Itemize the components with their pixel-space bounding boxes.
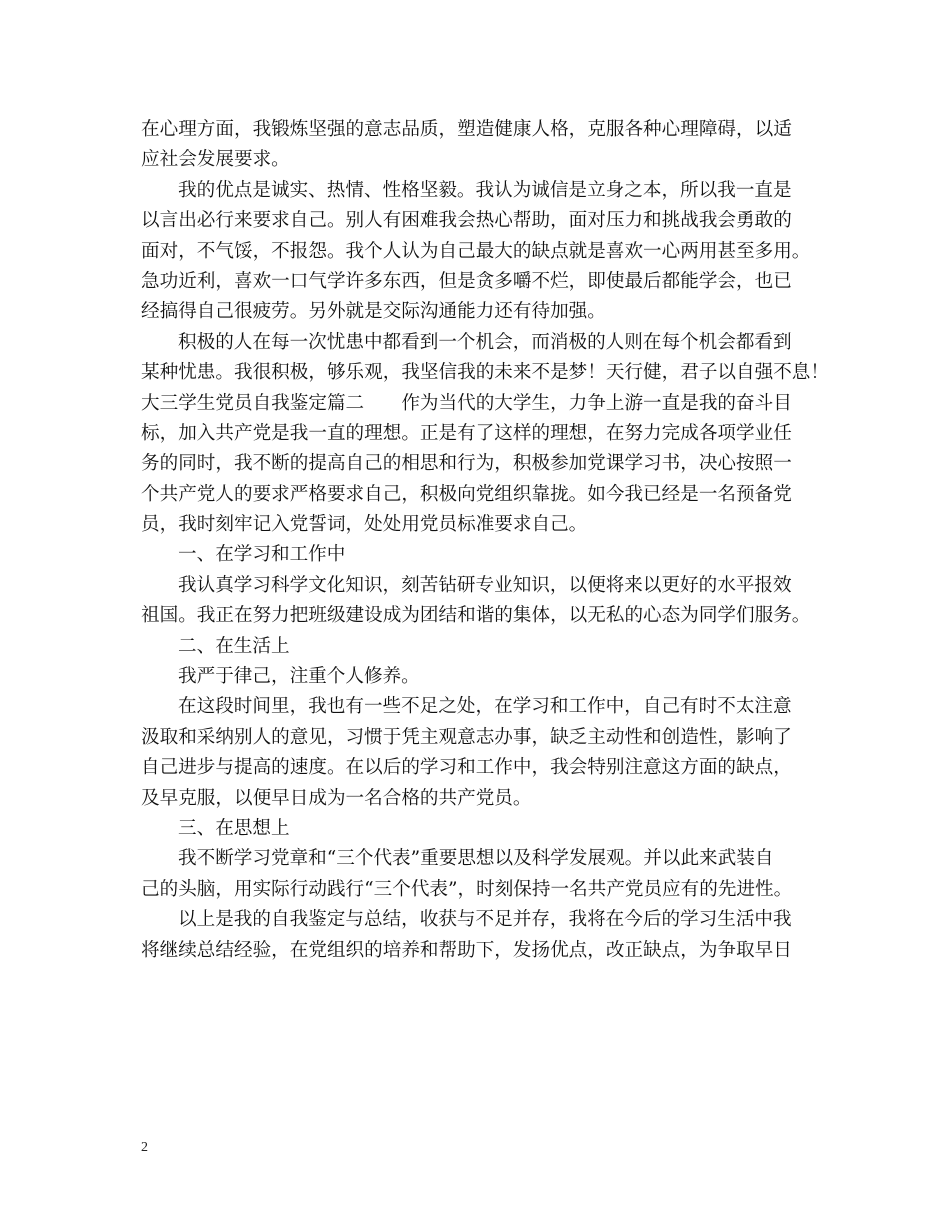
text-line: 汲取和采纳别人的意见，习惯于凭主观意志办事，缺乏主动性和创造性，影响了 bbox=[141, 726, 792, 748]
text-line: 及早克服，以便早日成为一名合格的共产党员。 bbox=[141, 787, 532, 809]
text-line: 标，加入共产党是我一直的理想。正是有了这样的理想，在努力完成各项学业任 bbox=[141, 422, 792, 444]
text-line: 我不断学习党章和“三个代表”重要思想以及科学发展观。并以此来武装自 bbox=[178, 848, 774, 870]
text-line: 己的头脑，用实际行动践行“三个代表”，时刻保持一名共产党员应有的先进性。 bbox=[141, 878, 793, 900]
section-heading: 三、在思想上 bbox=[178, 817, 290, 839]
text-line: 大三学生党员自我鉴定篇二 作为当代的大学生，力争上游一直是我的奋斗目 bbox=[141, 392, 792, 414]
text-line: 经搞得自己很疲劳。另外就是交际沟通能力还有待加强。 bbox=[141, 301, 606, 323]
text-line: 在这段时间里，我也有一些不足之处，在学习和工作中，自己有时不太注意 bbox=[178, 696, 792, 718]
text-line: 务的同时，我不断的提高自己的相思和行为，积极参加党课学习书，决心按照一 bbox=[141, 453, 792, 475]
text-line: 个共产党人的要求严格要求自己，积极向党组织靠拢。如今我已经是一名预备党 bbox=[141, 483, 792, 505]
text-line: 积极的人在每一次忧患中都看到一个机会，而消极的人则在每个机会都看到 bbox=[178, 331, 792, 353]
text-line: 面对，不气馁，不报怨。我个人认为自己最大的缺点就是喜欢一心两用甚至多用。 bbox=[141, 240, 811, 262]
text-line: 某种忧患。我很积极，够乐观，我坚信我的未来不是梦！天行健，君子以自强不息！ bbox=[141, 362, 829, 384]
text-line: 以上是我的自我鉴定与总结，收获与不足并存，我将在今后的学习生活中我 bbox=[178, 909, 792, 931]
section-heading: 一、在学习和工作中 bbox=[178, 544, 346, 566]
text-line: 我认真学习科学文化知识，刻苦钻研专业知识，以便将来以更好的水平报效 bbox=[178, 574, 792, 596]
text-line: 将继续总结经验，在党组织的培养和帮助下，发扬优点，改正缺点，为争取早日 bbox=[141, 939, 792, 961]
document-body bbox=[141, 115, 831, 966]
text-line: 急功近利，喜欢一口气学许多东西，但是贪多嚼不烂，即使最后都能学会，也已 bbox=[141, 270, 792, 292]
text-line: 我的优点是诚实、热情、性格坚毅。我认为诚信是立身之本，所以我一直是 bbox=[178, 179, 792, 201]
text-line: 应社会发展要求。 bbox=[141, 149, 290, 171]
page-number: 2 bbox=[141, 1140, 148, 1155]
section-heading: 二、在生活上 bbox=[178, 635, 290, 657]
text-line: 我严于律己，注重个人修养。 bbox=[178, 666, 420, 688]
text-line: 在心理方面，我锻炼坚强的意志品质，塑造健康人格，克服各种心理障碍，以适 bbox=[141, 119, 792, 140]
text-line: 以言出必行来要求自己。别人有困难我会热心帮助，面对压力和挑战我会勇敢的 bbox=[141, 210, 792, 232]
text-line: 员，我时刻牢记入党誓词，处处用党员标准要求自己。 bbox=[141, 514, 588, 536]
text-line: 祖国。我正在努力把班级建设成为团结和谐的集体，以无私的心态为同学们服务。 bbox=[141, 605, 811, 627]
text-line: 自己进步与提高的速度。在以后的学习和工作中，我会特别注意这方面的缺点， bbox=[141, 757, 792, 779]
